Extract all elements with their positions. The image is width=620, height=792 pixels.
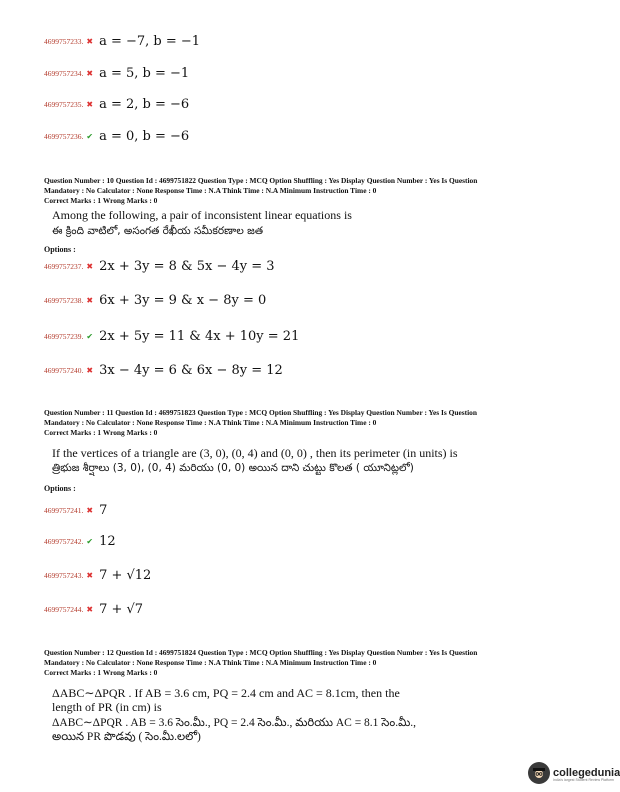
option-id: 4699757241. — [44, 506, 84, 515]
option-row[interactable] — [44, 503, 107, 518]
question-text-en: Among the following, a pair of inconsistent linear equations is — [52, 208, 352, 222]
question-text-en: If the vertices of a triangle are (3, 0), (0, 4) and (0, 0) , then its perimeter (in units) is — [52, 446, 458, 460]
option-id: 4699757234. — [44, 69, 84, 78]
option-row[interactable] — [44, 34, 200, 49]
option-id: 4699757233. — [44, 37, 84, 46]
question-text-te: ΔABC∼ΔPQR . AB = 3.6 సెం.మీ., PQ = 2.4 సెం.మీ., మరియు AC = 8.1 సెం.మీ., అయిన PR పొడవు ( సెం.మీ.లలో) — [52, 717, 417, 743]
wrong-mark-icon: ✖ — [86, 506, 94, 515]
option-row[interactable] — [44, 293, 266, 308]
question-text-te: ఈ క్రింది వాటిలో, అసంగత రేఖీయ సమీకరణాల జత — [52, 225, 263, 237]
correct-mark-icon: ✔ — [86, 332, 94, 341]
option-row[interactable] — [44, 568, 151, 583]
option-text: a = 5, b = −1 — [99, 66, 190, 81]
option-id: 4699757243. — [44, 571, 84, 580]
option-text: a = 2, b = −6 — [99, 97, 190, 112]
wrong-mark-icon: ✖ — [86, 37, 94, 46]
option-id: 4699757237. — [44, 262, 84, 271]
options-label: Options : — [44, 484, 76, 493]
option-id: 4699757236. — [44, 132, 84, 141]
option-text: 12 — [99, 534, 116, 549]
option-row[interactable] — [44, 259, 275, 274]
graduate-icon — [528, 762, 550, 784]
wrong-mark-icon: ✖ — [86, 100, 94, 109]
logo-tagline: India's largest Student Review Platform — [553, 778, 614, 782]
option-row[interactable] — [44, 363, 283, 378]
wrong-mark-icon: ✖ — [86, 69, 94, 78]
option-id: 4699757240. — [44, 366, 84, 375]
wrong-mark-icon: ✖ — [86, 296, 94, 305]
wrong-mark-icon: ✖ — [86, 366, 94, 375]
correct-mark-icon: ✔ — [86, 132, 94, 141]
options-label: Options : — [44, 245, 76, 254]
graduate-icon-svg — [531, 765, 547, 781]
option-row[interactable] — [44, 534, 116, 549]
option-row[interactable] — [44, 66, 189, 81]
option-text: 2x + 3y = 8 & 5x − 4y = 3 — [99, 259, 275, 274]
option-text: 3x − 4y = 6 & 6x − 8y = 12 — [99, 363, 283, 378]
option-text: 7 + √12 — [99, 568, 152, 583]
question-text-te: త్రిభుజ శీర్షాలు (3, 0), (0, 4) మరియు (0, 0) అయిన దాని చుట్టు కొలత ( యూనిట్లలో) — [52, 462, 414, 474]
option-text: 2x + 5y = 11 & 4x + 10y = 21 — [99, 329, 300, 344]
option-row[interactable] — [44, 129, 189, 144]
option-text: a = 0, b = −6 — [99, 129, 190, 144]
option-text: a = −7, b = −1 — [99, 34, 201, 49]
question-header: Question Number : 11 Question Id : 4699751823 Question Type : MCQ Option Shuffling : Yes Display Question Number : Yes Is Question Mandatory : No Calculator : None Response Time : N.A Think Time : N.A Minimum Instruction Time : 0 Correct Marks : 1 Wrong Marks : 0 — [44, 408, 477, 437]
question-header: Question Number : 10 Question Id : 4699751822 Question Type : MCQ Option Shuffling : Yes Display Question Number : Yes Is Question Mandatory : No Calculator : None Response Time : N.A Think Time : N.A Minimum Instruction Time : 0 Correct Marks : 1 Wrong Marks : 0 — [44, 176, 478, 205]
option-row[interactable] — [44, 97, 189, 112]
option-id: 4699757244. — [44, 605, 84, 614]
option-id: 4699757239. — [44, 332, 84, 341]
option-text: 7 + √7 — [99, 602, 144, 617]
question-header: Question Number : 12 Question Id : 4699751824 Question Type : MCQ Option Shuffling : Yes Display Question Number : Yes Is Question Mandatory : No Calculator : None Response Time : N.A Think Time : N.A Minimum Instruction Time : 0 Correct Marks : 1 Wrong Marks : 0 — [44, 648, 478, 677]
wrong-mark-icon: ✖ — [86, 571, 94, 580]
logo-name: collegedunia — [553, 767, 620, 779]
option-row[interactable] — [44, 329, 299, 344]
option-row[interactable] — [44, 602, 143, 617]
option-id: 4699757242. — [44, 537, 84, 546]
wrong-mark-icon: ✖ — [86, 605, 94, 614]
option-id: 4699757235. — [44, 100, 84, 109]
wrong-mark-icon: ✖ — [86, 262, 94, 271]
option-text: 7 — [99, 503, 108, 518]
correct-mark-icon: ✔ — [86, 537, 94, 546]
option-id: 4699757238. — [44, 296, 84, 305]
question-text-en: ΔABC∼ΔPQR . If AB = 3.6 cm, PQ = 2.4 cm and AC = 8.1cm, then the length of PR (in cm) is — [52, 686, 400, 714]
option-text: 6x + 3y = 9 & x − 8y = 0 — [99, 293, 267, 308]
